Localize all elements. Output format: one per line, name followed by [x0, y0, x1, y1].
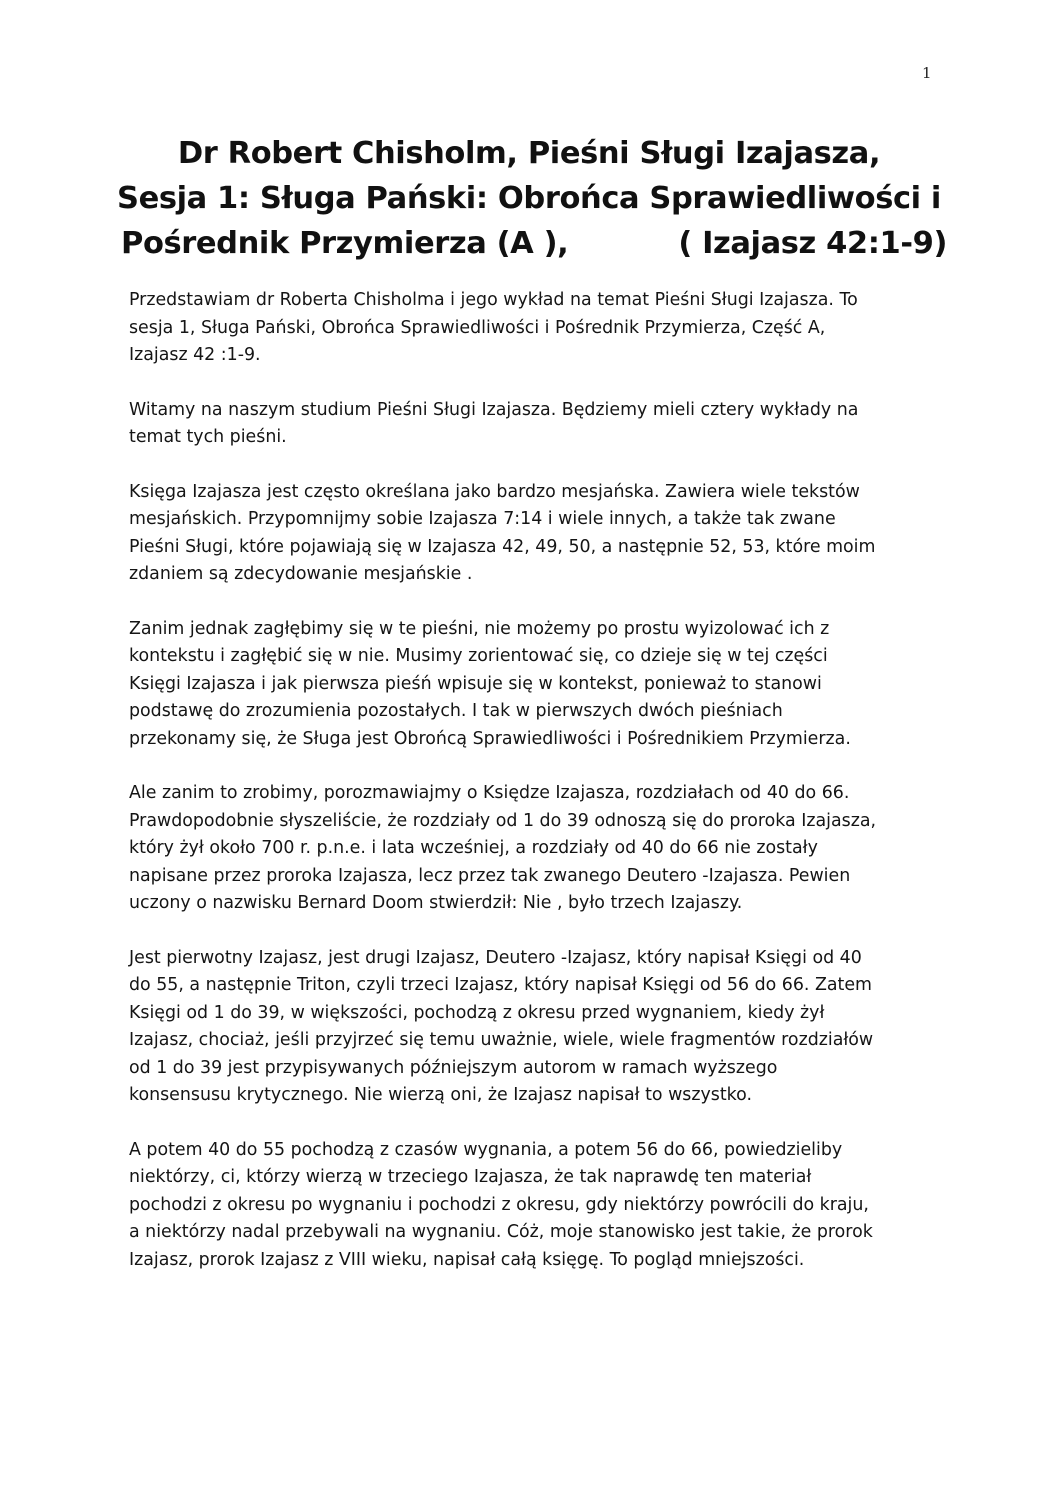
- paragraph-6: [129, 945, 939, 1110]
- text-line: Księga Izajasza jest często określana jako bardzo mesjańska. Zawiera wiele tekstów: [129, 481, 860, 502]
- text-line: uczony o nazwisku Bernard Doom stwierdził: Nie , było trzech Izajaszy.: [129, 893, 743, 913]
- text-line: Witamy na naszym studium Pieśni Sługi Izajasza. Będziemy mieli cztery wykłady na: [129, 399, 859, 420]
- text-line: Pieśni Sługi, które pojawiają się w Izajasza 42, 49, 50, a następnie 52, 53, które moim: [129, 536, 876, 557]
- text-line: mesjańskich. Przypomnijmy sobie Izajasza 7:14 i wiele innych, a także tak zwane: [129, 509, 836, 529]
- text-line: Prawdopodobnie słyszeliście, że rozdziały od 1 do 39 odnoszą się do proroka Izajasza,: [129, 810, 877, 831]
- paragraph-2: [129, 397, 939, 452]
- text-line: do 55, a następnie Triton, czyli trzeci Izajasz, który napisał Księgi od 56 do 66. Zatem: [129, 975, 872, 995]
- text-line: podstawę do zrozumienia pozostałych. I tak w pierwszych dwóch pieśniach: [129, 701, 783, 721]
- text-line: Przedstawiam dr Roberta Chisholma i jego wykład na temat Pieśni Sługi Izajasza. To: [129, 290, 858, 310]
- page-number: 1: [922, 64, 932, 82]
- title-line-2: Sesja 1: Sługa Pański: Obrońca Sprawiedliwości i: [117, 181, 941, 216]
- paragraph-1: [129, 287, 939, 370]
- title-line-1: Dr Robert Chisholm, Pieśni Sługi Izajasza,: [177, 136, 881, 171]
- text-line: a niektórzy nadal przebywali na wygnaniu. Cóż, moje stanowisko jest takie, że prorok: [129, 1222, 873, 1242]
- text-line: A potem 40 do 55 pochodzą z czasów wygnania, a potem 56 do 66, powiedzieliby: [129, 1139, 843, 1160]
- title-line-3: [0, 221, 1058, 266]
- text-line: zdaniem są zdecydowanie mesjańskie .: [129, 564, 473, 584]
- title-line-3-right: ( Izajasz 42:1-9): [678, 226, 947, 261]
- text-line: od 1 do 39 jest przypisywanych późniejszym autorom w ramach wyższego: [129, 1057, 778, 1078]
- text-line: Izajasz, chociaż, jeśli przyjrzeć się temu uważnie, wiele, wiele fragmentów rozdziałów: [129, 1030, 874, 1050]
- text-line: Księgi od 1 do 39, w większości, pochodzą z okresu przed wygnaniem, kiedy żył: [129, 1002, 825, 1023]
- text-line: temat tych pieśni.: [129, 427, 287, 447]
- text-line: sesja 1, Sługa Pański, Obrońca Sprawiedliwości i Pośrednik Przymierza, Część A,: [129, 317, 826, 338]
- text-line: konsensusu krytycznego. Nie wierzą oni, że Izajasz napisał to wszystko.: [129, 1085, 752, 1105]
- text-line: pochodzi z okresu po wygnaniu i pochodzi z okresu, gdy niektórzy powrócili do kraju,: [129, 1194, 869, 1215]
- text-line: Księgi Izajasza i jak pierwsza pieśń wpisuje się w kontekst, ponieważ to stanowi: [129, 673, 822, 694]
- text-line: Zanim jednak zagłębimy się w te pieśni, nie możemy po prostu wyizolować ich z: [129, 618, 830, 639]
- text-line: Izajasz 42 :1-9.: [129, 345, 261, 365]
- paragraph-3: [129, 479, 939, 589]
- paragraph-4: [129, 616, 939, 754]
- document-title: [0, 131, 1058, 266]
- text-line: kontekstu i zagłębić się w nie. Musimy zorientować się, co dzieje się w tej części: [129, 646, 828, 666]
- text-line: Ale zanim to zrobimy, porozmawiajmy o Księdze Izajasza, rozdziałach od 40 do 66.: [129, 783, 850, 803]
- paragraph-5: [129, 780, 939, 918]
- paragraph-7: [129, 1137, 939, 1275]
- text-line: przekonamy się, że Sługa jest Obrońcą Sprawiedliwości i Pośrednikiem Przymierza.: [129, 728, 851, 749]
- text-line: Izajasz, prorok Izajasz z VIII wieku, napisał całą księgę. To pogląd mniejszości.: [129, 1249, 805, 1270]
- document-body: [129, 287, 939, 1301]
- title-line-3-left: Pośrednik Przymierza (A ),: [120, 226, 569, 261]
- text-line: niektórzy, ci, którzy wierzą w trzeciego Izajasza, że tak naprawdę ten materiał: [129, 1167, 812, 1187]
- text-line: Jest pierwotny Izajasz, jest drugi Izajasz, Deutero -Izajasz, który napisał Księgi od 40: [129, 947, 862, 968]
- text-line: napisane przez proroka Izajasza, lecz przez tak zwanego Deutero -Izajasza. Pewien: [129, 865, 851, 886]
- text-line: który żył około 700 r. p.n.e. i lata wcześniej, a rozdziały od 40 do 66 nie zostały: [129, 838, 818, 858]
